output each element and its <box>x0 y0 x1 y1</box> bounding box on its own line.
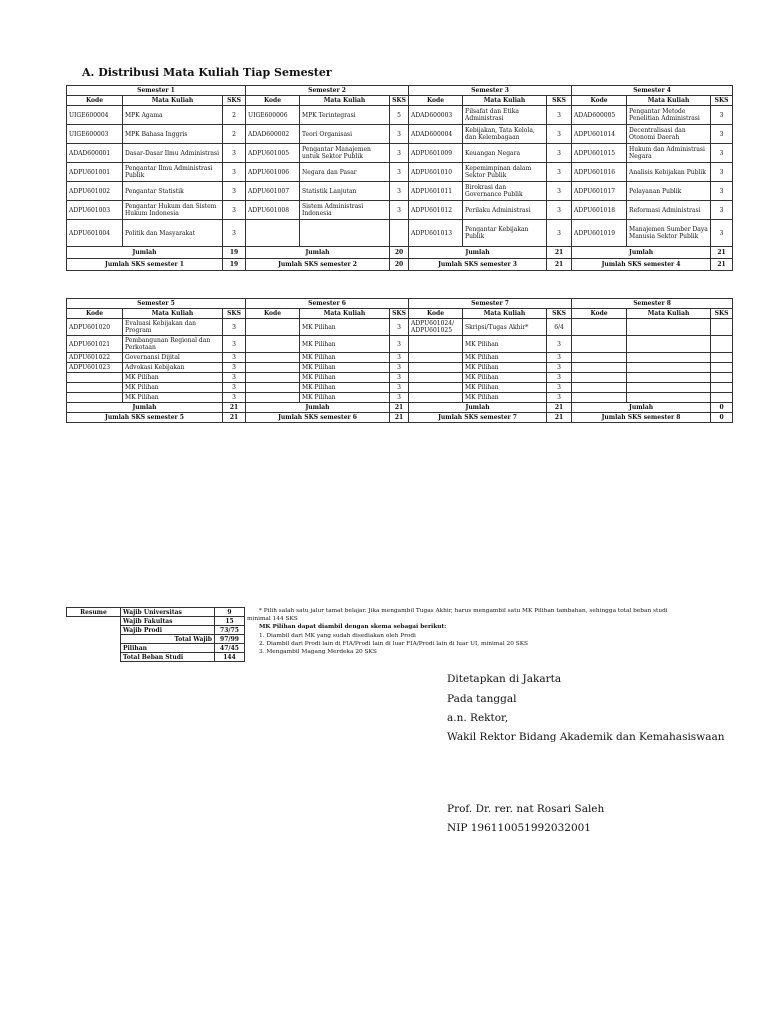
table-row <box>67 201 733 220</box>
col-header-mata-kuliah: Mata Kuliah <box>627 309 711 319</box>
col-header-sks: SKS <box>711 309 733 319</box>
col-header-kode: Kode <box>67 309 123 319</box>
course-name: MK Pilihan <box>300 363 390 373</box>
course-sks: 3 <box>223 163 246 182</box>
course-sks: 3 <box>547 144 572 163</box>
course-sks: 3 <box>390 125 409 144</box>
course-name: Filsafat dan Etika Administrasi <box>463 106 547 125</box>
resume-label: Resume <box>67 608 121 617</box>
course-name: Perilaku Administrasi <box>463 201 547 220</box>
course-code <box>67 373 123 383</box>
table-row <box>67 383 733 393</box>
course-name: MK Pilihan <box>300 373 390 383</box>
semester-header: Semester 1 <box>67 86 246 96</box>
course-code <box>246 383 300 393</box>
resume-item-label: Wajib Prodi <box>121 626 215 635</box>
jumlah-label: Jumlah <box>246 247 390 259</box>
table-row <box>67 220 733 247</box>
course-sks: 5 <box>390 106 409 125</box>
course-name: Teori Organisasi <box>300 125 390 144</box>
course-code: ADPU601016 <box>572 163 627 182</box>
course-sks: 3 <box>547 373 572 383</box>
course-code <box>409 336 463 353</box>
col-header-sks: SKS <box>390 96 409 106</box>
table-row <box>67 106 733 125</box>
course-sks: 3 <box>390 144 409 163</box>
jumlah-value: 21 <box>547 247 572 259</box>
course-sks: 2 <box>223 125 246 144</box>
total-sks-label: Jumlah SKS semester 8 <box>572 413 711 423</box>
course-name <box>300 220 390 247</box>
course-sks: 3 <box>547 336 572 353</box>
course-sks: 3 <box>390 383 409 393</box>
resume-item-label: Total Wajib <box>121 635 215 644</box>
course-sks: 3 <box>390 336 409 353</box>
course-code <box>246 363 300 373</box>
table-body <box>67 106 733 247</box>
course-name <box>627 336 711 353</box>
course-sks: 3 <box>711 125 733 144</box>
jumlah-value: 21 <box>390 403 409 413</box>
course-name: Keuangan Negara <box>463 144 547 163</box>
resume-item-value: 15 <box>215 617 245 626</box>
sign-position: Wakil Rektor Bidang Akademik dan Kemahasiswaan <box>447 731 725 743</box>
col-header-mata-kuliah: Mata Kuliah <box>300 96 390 106</box>
course-sks: 3 <box>223 144 246 163</box>
col-header-sks: SKS <box>547 96 572 106</box>
table-row <box>67 393 733 403</box>
total-sks-value: 0 <box>711 413 733 423</box>
course-sks: 3 <box>390 363 409 373</box>
course-name: MK Pilihan <box>123 393 223 403</box>
course-sks: 3 <box>547 163 572 182</box>
col-header-kode: Kode <box>246 96 300 106</box>
course-code <box>409 383 463 393</box>
total-sks-value: 20 <box>390 259 409 271</box>
course-sks <box>711 393 733 403</box>
course-sks: 3 <box>390 393 409 403</box>
course-sks <box>390 220 409 247</box>
course-name: Pengantar Hukum dan Sistem Hukum Indonesia <box>123 201 223 220</box>
footnote-line: minimal 144 SKS <box>247 616 298 623</box>
course-code <box>246 373 300 383</box>
course-code: ADPU601014 <box>572 125 627 144</box>
course-sks: 3 <box>547 182 572 201</box>
course-name <box>627 353 711 363</box>
course-code <box>572 319 627 336</box>
course-sks <box>711 319 733 336</box>
course-sks: 3 <box>223 220 246 247</box>
course-name <box>627 393 711 403</box>
course-name: Decentralisasi dan Otonomi Daerah <box>627 125 711 144</box>
course-sks: 3 <box>711 182 733 201</box>
course-name: MK Pilihan <box>463 336 547 353</box>
course-name: Pengantar Manajemen untuk Sektor Publik <box>300 144 390 163</box>
course-code: ADAD600004 <box>409 125 463 144</box>
course-name: MPK Bahasa Inggris <box>123 125 223 144</box>
course-sks: 3 <box>223 373 246 383</box>
table-row <box>67 163 733 182</box>
course-sks: 3 <box>223 201 246 220</box>
course-code: ADPU601004 <box>67 220 123 247</box>
table-row <box>67 373 733 383</box>
course-sks: 3 <box>390 182 409 201</box>
total-sks-value: 21 <box>547 259 572 271</box>
course-name <box>627 319 711 336</box>
total-sks-row <box>67 413 733 423</box>
course-name: Kepemimpinan dalam Sektor Publik <box>463 163 547 182</box>
resume-item-value: 9 <box>215 608 245 617</box>
course-code: ADAD600002 <box>246 125 300 144</box>
course-name: Governansi Dijital <box>123 353 223 363</box>
course-sks <box>711 363 733 373</box>
course-name: MK Pilihan <box>463 373 547 383</box>
course-name <box>627 383 711 393</box>
section-title: A. Distribusi Mata Kuliah Tiap Semester <box>82 66 332 79</box>
total-sks-value: 21 <box>223 413 246 423</box>
course-name: MK Pilihan <box>463 393 547 403</box>
course-sks: 3 <box>223 393 246 403</box>
course-name: Dasar-Dasar Ilmu Administrasi <box>123 144 223 163</box>
course-name <box>627 363 711 373</box>
course-code: ADPU601024/ ADPU601025 <box>409 319 463 336</box>
course-sks: 3 <box>711 163 733 182</box>
mk-pilihan-item: 3. Mengambil Magang Merdeka 20 SKS <box>259 649 377 656</box>
table-body <box>67 319 733 403</box>
course-sks: 3 <box>223 319 246 336</box>
footnote-line: * Pilih salah satu jalur tamat belajar. Jika mengambil Tugas Akhir, harus mengambil satu MK Pilihan tambahan, sehingga total beban studi <box>259 608 668 614</box>
total-sks-value: 19 <box>223 259 246 271</box>
course-sks: 3 <box>223 383 246 393</box>
course-sks: 3 <box>223 353 246 363</box>
jumlah-value: 21 <box>711 247 733 259</box>
jumlah-value: 19 <box>223 247 246 259</box>
course-name: MK Pilihan <box>300 383 390 393</box>
semester-header: Semester 6 <box>246 299 409 309</box>
col-header-kode: Kode <box>572 96 627 106</box>
total-sks-label: Jumlah SKS semester 7 <box>409 413 547 423</box>
table-row <box>67 125 733 144</box>
course-sks: 2 <box>223 106 246 125</box>
course-sks: 3 <box>547 220 572 247</box>
semester-table-5-8 <box>66 298 733 423</box>
course-sks <box>711 353 733 363</box>
course-code: ADAD600003 <box>409 106 463 125</box>
course-sks: 3 <box>547 363 572 373</box>
course-name: Sistem Administrasi Indonesia <box>300 201 390 220</box>
jumlah-label: Jumlah <box>409 403 547 413</box>
course-code: ADPU601015 <box>572 144 627 163</box>
jumlah-row <box>67 403 733 413</box>
course-code: ADPU601012 <box>409 201 463 220</box>
table-row <box>67 182 733 201</box>
col-header-kode: Kode <box>246 309 300 319</box>
course-name: Statistik Lanjutan <box>300 182 390 201</box>
course-name: Pengantar Statistik <box>123 182 223 201</box>
course-code: ADPU601023 <box>67 363 123 373</box>
course-name: MK Pilihan <box>123 373 223 383</box>
course-name: Pengantar Kebijakan Publik <box>463 220 547 247</box>
total-sks-value: 21 <box>711 259 733 271</box>
jumlah-row <box>67 247 733 259</box>
resume-table <box>66 607 245 662</box>
total-sks-value: 21 <box>547 413 572 423</box>
course-sks: 3 <box>223 336 246 353</box>
course-code <box>246 393 300 403</box>
course-code <box>409 373 463 383</box>
course-code <box>246 319 300 336</box>
total-sks-label: Jumlah SKS semester 4 <box>572 259 711 271</box>
col-header-sks: SKS <box>390 309 409 319</box>
mk-pilihan-title: MK Pilihan dapat diambil dengan skema sebagai berikut: <box>259 624 447 631</box>
course-sks: 6/4 <box>547 319 572 336</box>
table-row <box>67 144 733 163</box>
resume-item-label: Wajib Fakultas <box>121 617 215 626</box>
col-header-mata-kuliah: Mata Kuliah <box>123 309 223 319</box>
course-name <box>627 373 711 383</box>
course-name: Negara dan Pasar <box>300 163 390 182</box>
col-header-mata-kuliah: Mata Kuliah <box>463 309 547 319</box>
course-code: UIGE600004 <box>67 106 123 125</box>
course-name: Kebijakan, Tata Kelola, dan Kelembagaan <box>463 125 547 144</box>
jumlah-label: Jumlah <box>67 247 223 259</box>
course-code: ADPU601011 <box>409 182 463 201</box>
course-name: Skripsi/Tugas Akhir* <box>463 319 547 336</box>
jumlah-label: Jumlah <box>246 403 390 413</box>
resume-item-value: 97/99 <box>215 635 245 644</box>
course-name: MK Pilihan <box>300 393 390 403</box>
col-header-mata-kuliah: Mata Kuliah <box>123 96 223 106</box>
jumlah-label: Jumlah <box>409 247 547 259</box>
mk-pilihan-item: 1. Diambil dari MK yang sudah disediakan oleh Prodi <box>259 632 416 639</box>
semester-header: Semester 4 <box>572 86 733 96</box>
sign-date-label: Pada tanggal <box>447 693 517 705</box>
course-name: MK Pilihan <box>300 353 390 363</box>
resume-item-value: 47/45 <box>215 644 245 653</box>
course-name: MK Pilihan <box>300 336 390 353</box>
col-header-mata-kuliah: Mata Kuliah <box>627 96 711 106</box>
signatory-name: Prof. Dr. rer. nat Rosari Saleh <box>447 803 605 815</box>
resume-item-label: Wajib Universitas <box>121 608 215 617</box>
col-header-kode: Kode <box>409 96 463 106</box>
semester-table-1-4 <box>66 85 733 271</box>
course-code: ADPU601009 <box>409 144 463 163</box>
course-name: Pengantar Metode Penelitian Administrasi <box>627 106 711 125</box>
course-code: ADPU601005 <box>246 144 300 163</box>
resume-item-label: Total Beban Studi <box>121 653 215 662</box>
course-code: UIGE600006 <box>246 106 300 125</box>
course-sks: 3 <box>711 144 733 163</box>
course-code: ADPU601017 <box>572 182 627 201</box>
course-code: ADPU601020 <box>67 319 123 336</box>
course-code: ADAD600001 <box>67 144 123 163</box>
total-sks-label: Jumlah SKS semester 2 <box>246 259 390 271</box>
jumlah-value: 0 <box>711 403 733 413</box>
course-sks: 3 <box>547 393 572 403</box>
course-name: MPK Terintegrasi <box>300 106 390 125</box>
sign-place: Ditetapkan di Jakarta <box>447 673 562 685</box>
resume-item-value: 73/75 <box>215 626 245 635</box>
course-code: ADPU601001 <box>67 163 123 182</box>
course-code <box>409 393 463 403</box>
course-name: MK Pilihan <box>463 363 547 373</box>
course-code: ADPU601010 <box>409 163 463 182</box>
semester-header: Semester 3 <box>409 86 572 96</box>
total-sks-value: 21 <box>390 413 409 423</box>
course-code <box>572 363 627 373</box>
course-name: Analisis Kebijakan Publik <box>627 163 711 182</box>
course-sks: 3 <box>547 201 572 220</box>
course-name: Advokasi Kebijakan <box>123 363 223 373</box>
course-code <box>67 393 123 403</box>
resume-item-label: Pilihan <box>121 644 215 653</box>
col-header-sks: SKS <box>711 96 733 106</box>
course-code <box>572 353 627 363</box>
course-code: ADAD600005 <box>572 106 627 125</box>
course-sks: 3 <box>390 163 409 182</box>
jumlah-label: Jumlah <box>67 403 223 413</box>
semester-header: Semester 2 <box>246 86 409 96</box>
course-code: ADPU601018 <box>572 201 627 220</box>
course-code: ADPU601003 <box>67 201 123 220</box>
course-code <box>246 220 300 247</box>
jumlah-value: 21 <box>547 403 572 413</box>
course-code <box>246 353 300 363</box>
col-header-mata-kuliah: Mata Kuliah <box>463 96 547 106</box>
course-sks: 3 <box>711 201 733 220</box>
mk-pilihan-item: 2. Diambil dari Prodi lain di FIA/Prodi lain di luar FIA/Prodi lain di luar UI, minimal 20 SKS <box>259 640 529 647</box>
course-code: ADPU601008 <box>246 201 300 220</box>
total-sks-label: Jumlah SKS semester 5 <box>67 413 223 423</box>
table-row <box>67 363 733 373</box>
course-sks <box>711 336 733 353</box>
course-sks: 3 <box>390 201 409 220</box>
course-code <box>409 363 463 373</box>
resume-item-value: 144 <box>215 653 245 662</box>
course-name: MK Pilihan <box>123 383 223 393</box>
course-code: ADPU601021 <box>67 336 123 353</box>
total-sks-label: Jumlah SKS semester 6 <box>246 413 390 423</box>
semester-header: Semester 8 <box>572 299 733 309</box>
course-code: UIGE600003 <box>67 125 123 144</box>
course-name: MK Pilihan <box>300 319 390 336</box>
col-header-mata-kuliah: Mata Kuliah <box>300 309 390 319</box>
table-row <box>67 319 733 336</box>
col-header-kode: Kode <box>67 96 123 106</box>
course-code <box>246 336 300 353</box>
course-code: ADPU601002 <box>67 182 123 201</box>
total-sks-label: Jumlah SKS semester 3 <box>409 259 547 271</box>
course-sks: 3 <box>711 106 733 125</box>
table-row <box>67 353 733 363</box>
course-sks: 3 <box>390 353 409 363</box>
course-code <box>572 393 627 403</box>
course-name: MK Pilihan <box>463 383 547 393</box>
course-sks: 3 <box>390 319 409 336</box>
jumlah-value: 21 <box>223 403 246 413</box>
total-sks-label: Jumlah SKS semester 1 <box>67 259 223 271</box>
course-name: Pengantar Ilmu Administrasi Publik <box>123 163 223 182</box>
course-code: ADPU601022 <box>67 353 123 363</box>
course-sks: 3 <box>547 125 572 144</box>
course-code <box>572 373 627 383</box>
jumlah-value: 20 <box>390 247 409 259</box>
course-code: ADPU601007 <box>246 182 300 201</box>
course-name: Manajemen Sumber Daya Manusia Sektor Publik <box>627 220 711 247</box>
course-name: Reformasi Administrasi <box>627 201 711 220</box>
course-sks: 3 <box>223 363 246 373</box>
total-sks-row <box>67 259 733 271</box>
col-header-kode: Kode <box>409 309 463 319</box>
sign-an: a.n. Rektor, <box>447 712 509 724</box>
course-sks: 3 <box>711 220 733 247</box>
table-row <box>67 336 733 353</box>
signatory-nip: NIP 196110051992032001 <box>447 822 591 834</box>
col-header-sks: SKS <box>547 309 572 319</box>
course-sks <box>711 373 733 383</box>
course-code: ADPU601006 <box>246 163 300 182</box>
column-header-row <box>67 96 733 106</box>
course-name: Evaluasi Kebijakan dan Program <box>123 319 223 336</box>
course-sks: 3 <box>547 106 572 125</box>
course-code <box>572 336 627 353</box>
column-header-row <box>67 309 733 319</box>
jumlah-label: Jumlah <box>572 247 711 259</box>
col-header-sks: SKS <box>223 96 246 106</box>
notes-block <box>247 607 727 656</box>
course-sks: 3 <box>547 353 572 363</box>
course-code <box>409 353 463 363</box>
jumlah-label: Jumlah <box>572 403 711 413</box>
course-name: Hukum dan Administrasi Negara <box>627 144 711 163</box>
course-code <box>572 383 627 393</box>
col-header-kode: Kode <box>572 309 627 319</box>
course-sks: 3 <box>223 182 246 201</box>
course-name: MK Pilihan <box>463 353 547 363</box>
course-code <box>67 383 123 393</box>
course-name: MPK Agama <box>123 106 223 125</box>
course-code: ADPU601019 <box>572 220 627 247</box>
course-sks: 3 <box>547 383 572 393</box>
course-code: ADPU601013 <box>409 220 463 247</box>
course-name: Birokrasi dan Governance Publik <box>463 182 547 201</box>
course-name: Pembangunan Regional dan Perkotaan <box>123 336 223 353</box>
course-name: Politik dan Masyarakat <box>123 220 223 247</box>
course-sks: 3 <box>390 373 409 383</box>
semester-header: Semester 5 <box>67 299 246 309</box>
course-sks <box>711 383 733 393</box>
course-name: Pelayanan Publik <box>627 182 711 201</box>
col-header-sks: SKS <box>223 309 246 319</box>
semester-header: Semester 7 <box>409 299 572 309</box>
